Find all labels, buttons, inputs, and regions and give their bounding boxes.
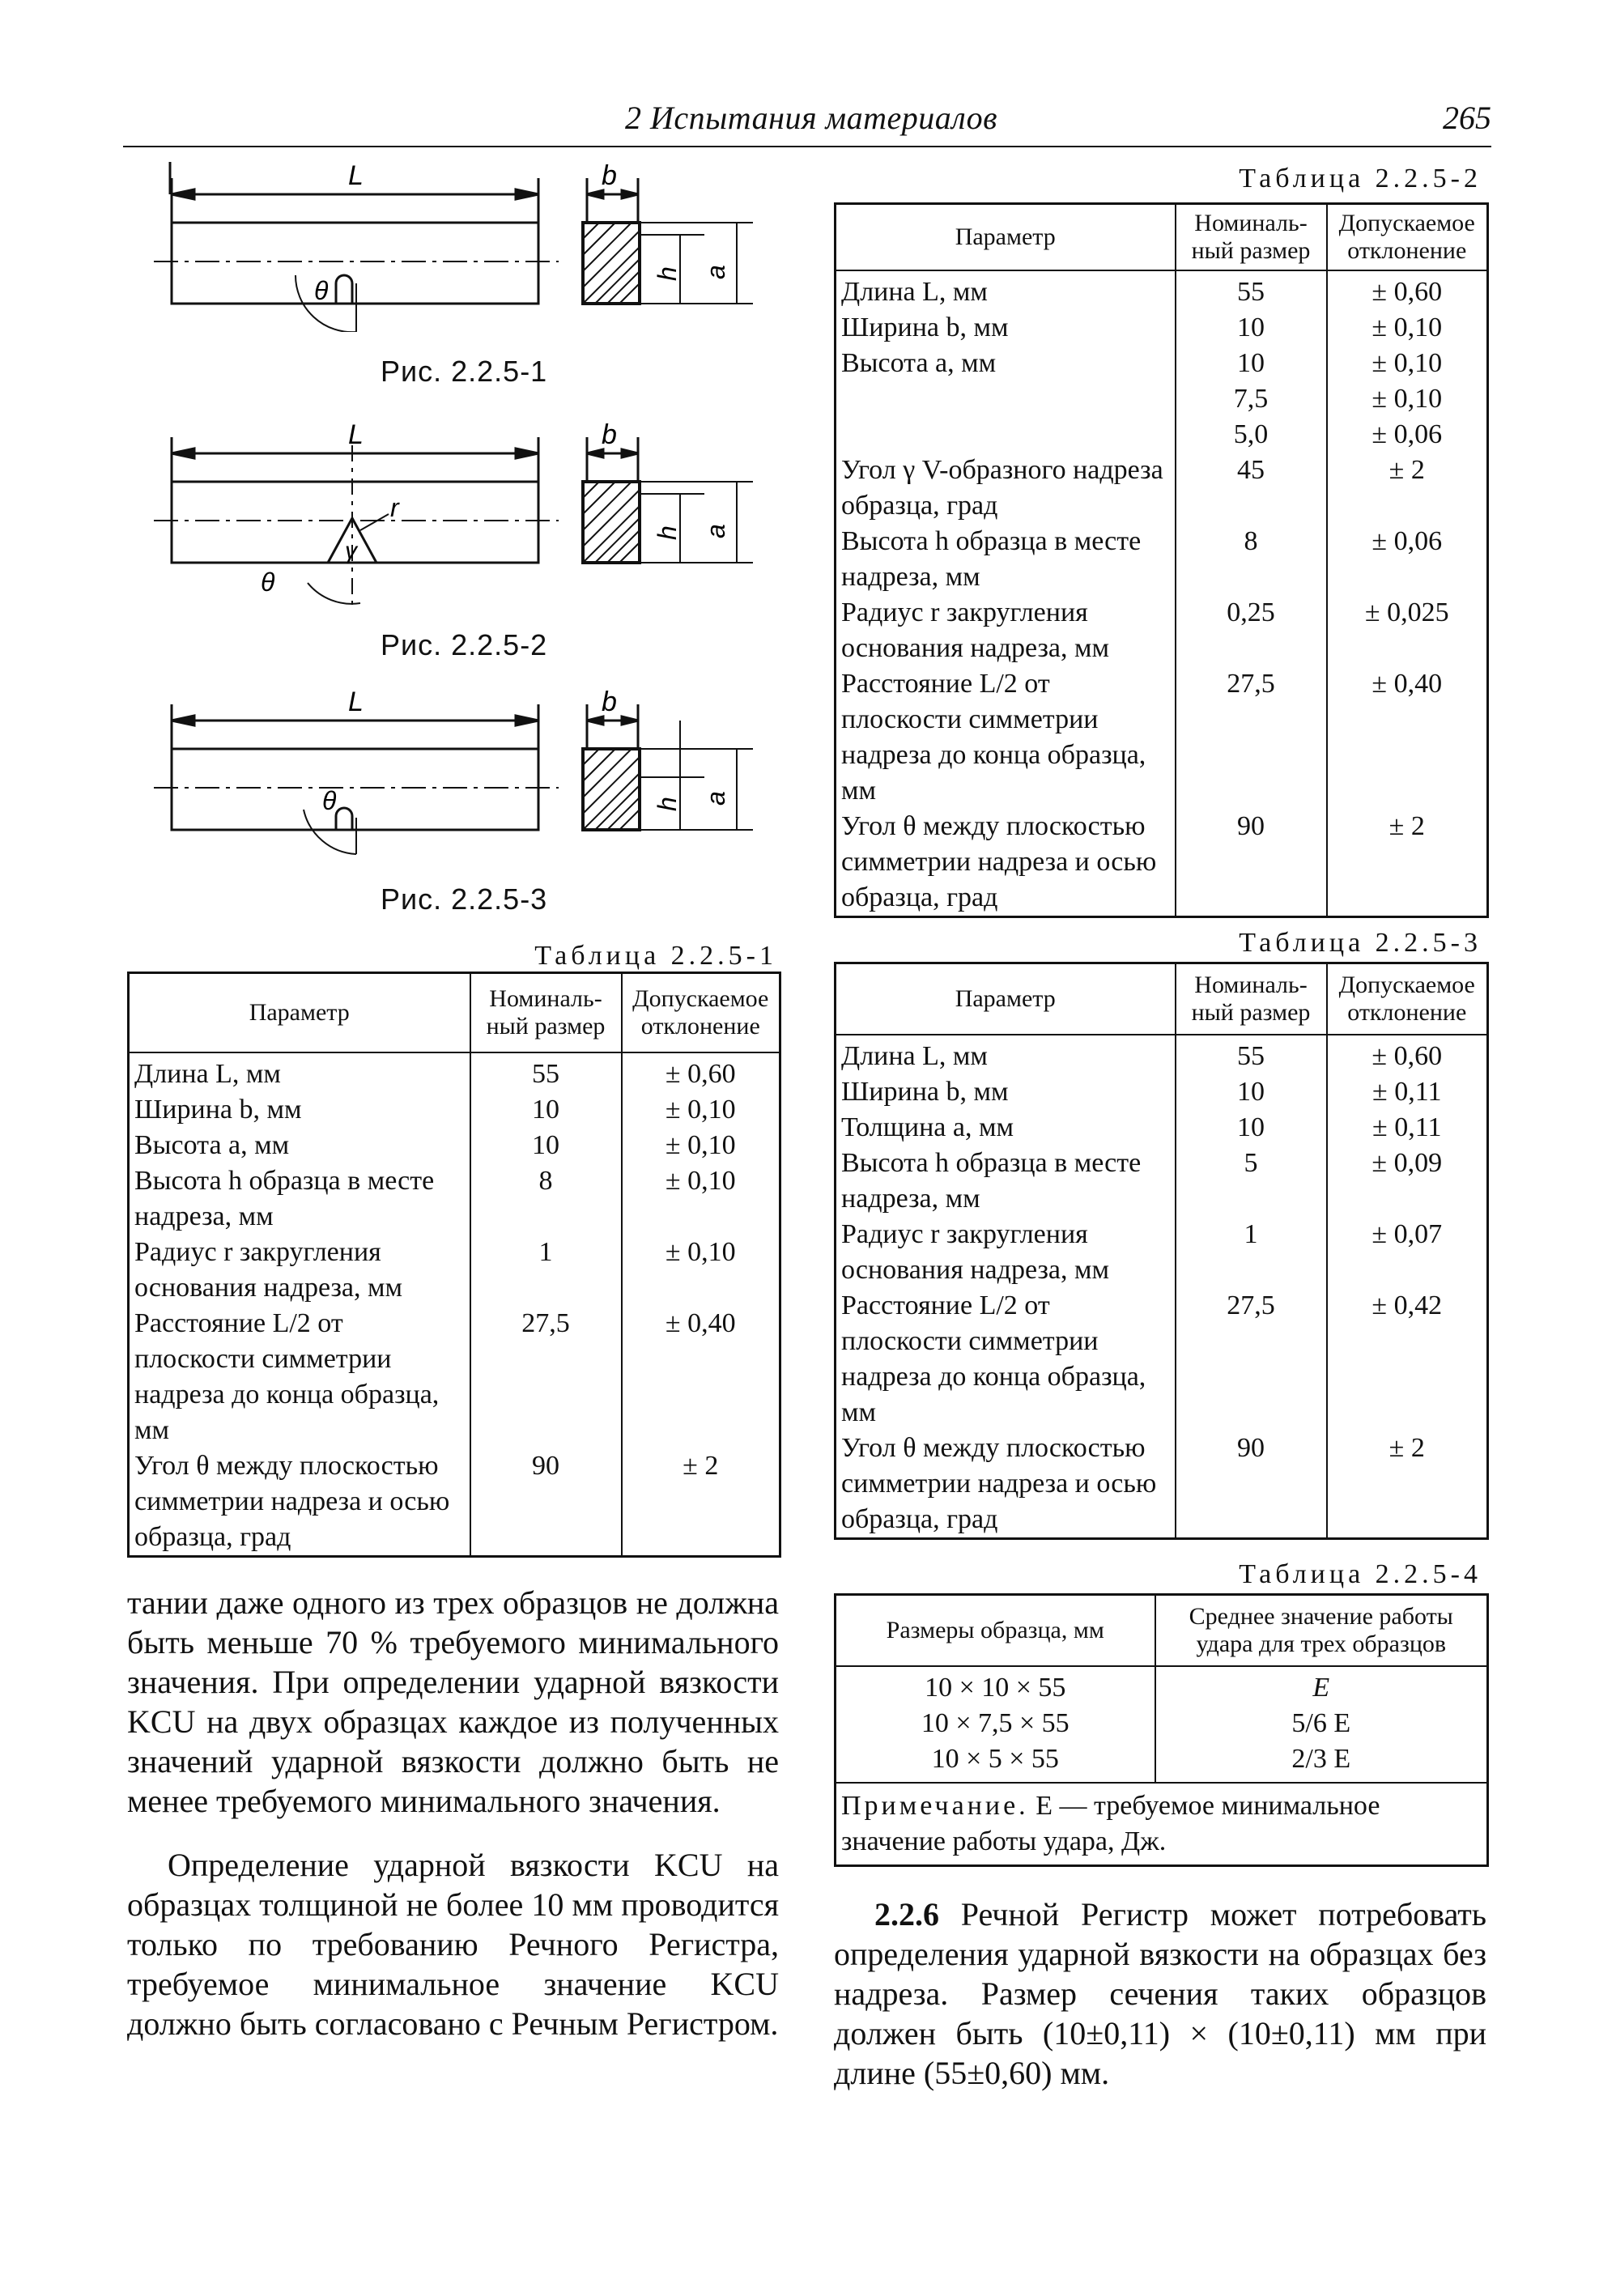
table-note-row [836,1783,1488,1866]
figure-2-2-5-1 [154,162,769,332]
table-row [129,1128,780,1163]
cell-tolerance: ± 0,60 [622,1052,780,1092]
cell-nominal: 5 [1176,1146,1327,1217]
section-number: 2.2.6 [874,1896,939,1932]
table-row [836,1741,1488,1783]
cell-param: Угол γ V-образного надреза образца, град [836,453,1176,524]
table-row [836,1074,1488,1110]
label-theta: θ [261,568,275,597]
cell-nominal: 1 [470,1235,622,1306]
cell-param: Радиус r закругления основания надреза, мм [129,1235,470,1306]
cell-tolerance: ± 2 [1327,453,1488,524]
cell-param: Угол θ между плоскостью симметрии надреза и осью образца, град [836,1431,1176,1539]
cell-tolerance: ± 0,60 [1327,270,1488,310]
cell-tolerance: ± 0,40 [622,1306,780,1448]
cell-nominal: 10 [470,1128,622,1163]
label-h: h [653,266,682,281]
cell-param: Расстояние L/2 от плоскости симметрии надреза до конца образца, мм [129,1306,470,1448]
cell-param: Ширина b, мм [836,310,1176,346]
label-b: b [602,162,617,191]
label-theta: θ [314,276,329,305]
table-row [836,1431,1488,1539]
column-header: Среднее значение работы удара для трех образцов [1155,1595,1488,1667]
table-row [129,1448,780,1557]
cell-param: Угол θ между плоскостью симметрии надреза и осью образца, град [836,809,1176,917]
cell-tolerance: ± 2 [1327,809,1488,917]
cell-nominal: 27,5 [1176,666,1327,809]
cell-param: Угол θ между плоскостью симметрии надреза и осью образца, град [129,1448,470,1557]
paragraph: Определение ударной вязкости KCU на образцах толщиной не более 10 мм проводится только по требованию Речного Регистра, требуемое минимальное значение KCU должно быть согласовано с Речным Регистром. [127,1847,779,2042]
column-header: Параметр [129,973,470,1053]
cell-tolerance: ± 0,07 [1327,1217,1488,1288]
figure-2-2-5-3 [154,688,769,858]
table-2-2-5-2 [834,202,1489,918]
label-gamma: γ [345,538,357,564]
label-a: a [701,791,730,806]
table-row [129,1306,780,1448]
cell-tolerance: ± 0,10 [1327,310,1488,346]
table-row [129,1163,780,1235]
label-b: b [602,421,617,450]
cell-tolerance: ± 0,09 [1327,1146,1488,1217]
label-b: b [602,688,617,717]
cell-param: Высота a, мм [836,346,1176,453]
cell-tolerance: ± 0,60 [1327,1035,1488,1074]
cell-tolerance: ± 0,10 [622,1092,780,1128]
cell-nominal: 8 [470,1163,622,1235]
paragraph: 2.2.6 Речной Регистр может потребовать определения ударной вязкости на образцах без надреза. Размер сечения таких образцов должен быть (10±0,11) × (10±0,11) мм при длине (55±0,60) мм. [834,1896,1487,2091]
cell-param: Высота a, мм [129,1128,470,1163]
page-number: 265 [1443,100,1491,136]
running-title: 2 Испытания материалов [625,100,998,136]
cell-size: 10 × 10 × 55 [836,1666,1155,1706]
table-2-2-5-3 [834,962,1489,1540]
column-header: Параметр [836,204,1176,271]
table-row [836,346,1488,453]
cell-param: Длина L, мм [836,1035,1176,1074]
table-row [836,310,1488,346]
table-row [836,453,1488,524]
cell-nominal: 10 [1176,1074,1327,1110]
cell-param: Высота h образца в месте надреза, мм [129,1163,470,1235]
column-header: Номиналь- ный размер [470,973,622,1053]
table-2-2-5-4 [834,1593,1489,1867]
cell-nominal: 10 7,5 5,0 [1176,346,1327,453]
table-row [836,666,1488,809]
left-text [127,1583,779,2043]
cell-value: 2/3 E [1155,1741,1488,1783]
cell-nominal: 55 [1176,1035,1327,1074]
column-header: Допускаемое отклонение [622,973,780,1053]
table-row [129,1092,780,1128]
cell-tolerance: ± 0,40 [1327,666,1488,809]
table-row [836,1666,1488,1706]
table-row [836,270,1488,310]
table-caption: Таблица 2.2.5-1 [534,941,777,971]
cell-nominal: 1 [1176,1217,1327,1288]
cell-nominal: 10 [470,1092,622,1128]
table-row [836,809,1488,917]
cell-size: 10 × 5 × 55 [836,1741,1155,1783]
label-L: L [348,421,364,450]
note-text: E — требуемое минимальное значение работы удара, Дж. [841,1791,1380,1856]
cell-tolerance: ± 0,025 [1327,595,1488,666]
table-row [836,1035,1488,1074]
cell-size: 10 × 7,5 × 55 [836,1706,1155,1741]
paragraph: тании даже одного из трех образцов не должна быть меньше 70 % требуемого минимального значения. При определении ударной вязкости KCU на двух образцах каждое из полученных значений ударной вязкости должно быть не менее требуемого минимального значения. [127,1584,779,1819]
cell-tolerance: ± 0,10 [622,1235,780,1306]
label-a: a [701,524,730,538]
cell-nominal: 10 [1176,310,1327,346]
page-header [123,96,1491,147]
cell-tolerance: ± 0,11 [1327,1110,1488,1146]
cell-nominal: 55 [1176,270,1327,310]
cell-tolerance: ± 0,10 ± 0,10 ± 0,06 [1327,346,1488,453]
cell-nominal: 27,5 [470,1306,622,1448]
column-header: Допускаемое отклонение [1327,204,1488,271]
cell-param: Расстояние L/2 от плоскости симметрии надреза до конца образца, мм [836,666,1176,809]
cell-param: Длина L, мм [836,270,1176,310]
cell-tolerance: ± 0,42 [1327,1288,1488,1431]
label-L: L [348,162,364,191]
label-h: h [653,797,682,811]
table-2-2-5-1 [127,972,781,1558]
cell-param: Высота h образца в месте надреза, мм [836,524,1176,595]
cell-param: Высота h образца в месте надреза, мм [836,1146,1176,1217]
cell-tolerance: ± 0,06 [1327,524,1488,595]
label-r: r [390,493,399,522]
cell-nominal: 90 [470,1448,622,1557]
table-row [836,1146,1488,1217]
table-caption: Таблица 2.2.5-2 [1239,164,1482,193]
label-a: a [701,265,730,279]
figure-caption-2: Рис. 2.2.5-2 [381,628,548,661]
note-label: Примечание. [841,1791,1029,1821]
right-text [834,1894,1486,2093]
cell-param: Радиус r закругления основания надреза, мм [836,595,1176,666]
cell-nominal: 10 [1176,1110,1327,1146]
column-header: Параметр [836,963,1176,1035]
label-theta: θ [322,786,337,815]
cell-tolerance: ± 2 [622,1448,780,1557]
table-note [836,1783,1488,1866]
column-header: Размеры образца, мм [836,1595,1155,1667]
cell-param: Длина L, мм [129,1052,470,1092]
cell-nominal: 27,5 [1176,1288,1327,1431]
cell-nominal: 45 [1176,453,1327,524]
cell-nominal: 8 [1176,524,1327,595]
cell-value: E [1155,1666,1488,1706]
table-row [836,1217,1488,1288]
cell-param: Радиус r закругления основания надреза, мм [836,1217,1176,1288]
cell-nominal: 90 [1176,1431,1327,1539]
figure-2-2-5-2 [154,421,769,615]
label-h: h [653,525,682,540]
table-caption: Таблица 2.2.5-3 [1239,928,1482,958]
cell-param: Толщина a, мм [836,1110,1176,1146]
cell-nominal: 55 [470,1052,622,1092]
table-row [836,1288,1488,1431]
cell-nominal: 90 [1176,809,1327,917]
table-row [836,1110,1488,1146]
table-caption: Таблица 2.2.5-4 [1239,1559,1482,1589]
column-header: Допускаемое отклонение [1327,963,1488,1035]
cell-param: Ширина b, мм [836,1074,1176,1110]
figure-caption-3: Рис. 2.2.5-3 [381,882,548,916]
column-header: Номиналь- ный размер [1176,204,1327,271]
table-row [836,595,1488,666]
cell-value: 5/6 E [1155,1706,1488,1741]
cell-param: Расстояние L/2 от плоскости симметрии надреза до конца образца, мм [836,1288,1176,1431]
table-row [129,1052,780,1092]
cell-tolerance: ± 0,10 [622,1163,780,1235]
cell-tolerance: ± 0,10 [622,1128,780,1163]
cell-tolerance: ± 0,11 [1327,1074,1488,1110]
table-row [836,1706,1488,1741]
table-row [129,1235,780,1306]
table-row [836,524,1488,595]
cell-param: Ширина b, мм [129,1092,470,1128]
column-header: Номиналь- ный размер [1176,963,1327,1035]
figure-caption-1: Рис. 2.2.5-1 [381,355,548,388]
label-L: L [348,688,364,717]
cell-tolerance: ± 2 [1327,1431,1488,1539]
cell-nominal: 0,25 [1176,595,1327,666]
